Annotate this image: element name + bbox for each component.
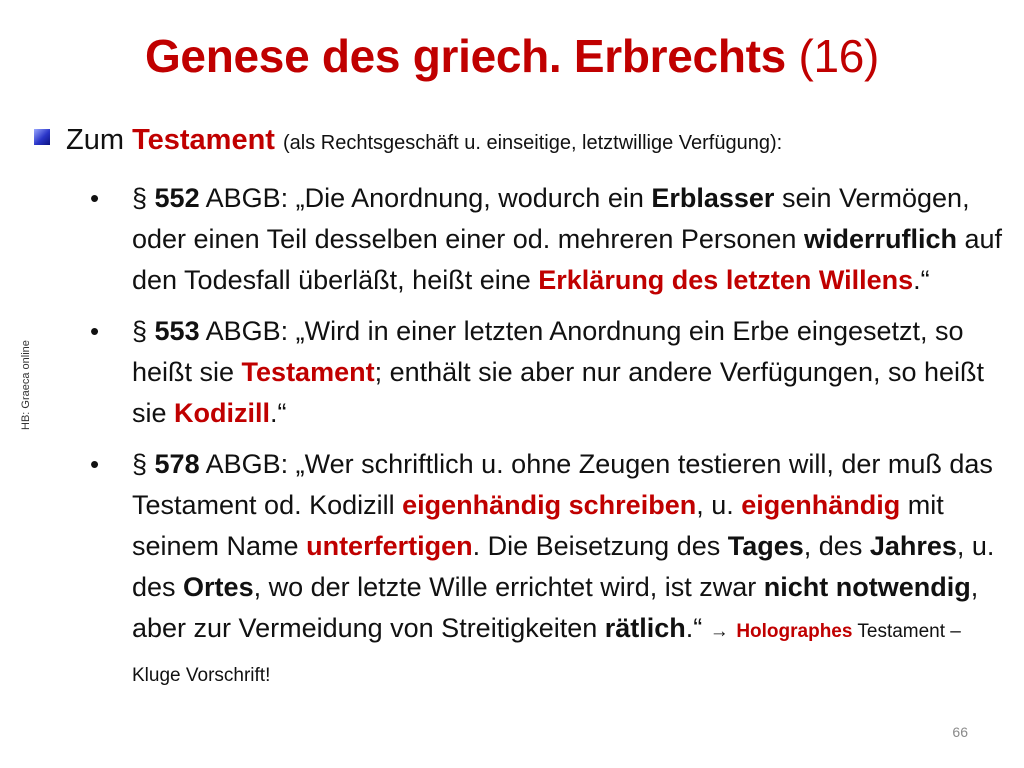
intro-text-1: Zum <box>66 124 133 156</box>
b3-text: , u. <box>696 490 742 520</box>
bullet-item-553 <box>90 311 1005 434</box>
b3-text: .“ <box>685 613 710 643</box>
b3-text: , u. des <box>132 531 995 602</box>
b3-red: unterfertigen <box>306 531 473 561</box>
b3-red: eigenhändig schreiben <box>402 490 697 520</box>
b3-red: Holographes <box>736 621 853 642</box>
title-number: (16) <box>798 30 880 82</box>
b1-paragraph-number: 552 <box>154 183 200 213</box>
b3-red: eigenhändig <box>741 490 901 520</box>
b2-paragraph-number: 553 <box>154 316 200 346</box>
b3-bold: Ortes <box>183 572 254 602</box>
b1-red: Erklärung des letzten Willens <box>538 265 914 295</box>
b2-text: ABGB: „Wird in einer letzten Anordnung ein Erbe eingesetzt, so heißt sie <box>132 316 964 387</box>
b3-paragraph-number: 578 <box>154 449 200 479</box>
b2-red: Kodizill <box>174 398 271 428</box>
bullet-dot-icon: • <box>90 183 100 213</box>
arrow-right-icon: → <box>709 621 729 642</box>
bullet-list <box>90 178 1005 706</box>
b3-bold: rätlich <box>604 613 686 643</box>
b3-bold: Jahres <box>869 531 957 561</box>
b2-red: Testament <box>241 357 375 387</box>
b3-text: . Die Beisetzung des <box>472 531 728 561</box>
bullet-dot-icon: • <box>90 316 100 346</box>
page-number: 66 <box>952 724 968 740</box>
b2-text: .“ <box>270 398 287 428</box>
b3-text: , wo der letzte Wille errichtet wird, ist zwar <box>253 572 764 602</box>
b1-text: auf den Todesfall überläßt, heißt eine <box>132 224 1003 295</box>
b3-text: , aber zur Vermeidung von Streitigkeiten <box>132 572 979 643</box>
title-main: Genese des griech. Erbrechts <box>144 30 786 82</box>
bullet-item-552 <box>90 178 1005 301</box>
b2-text: ; enthält sie aber nur andere Verfügungen, so heißt sie <box>132 357 985 428</box>
b1-text: § <box>132 183 155 213</box>
b3-text: mit seinem Name <box>132 490 944 561</box>
intro-line <box>34 122 1014 161</box>
blue-square-icon <box>34 129 50 145</box>
bullet-item-578 <box>90 444 1005 696</box>
b1-bold: widerruflich <box>803 224 957 254</box>
b3-tail-text: Testament – Kluge Vorschrift! <box>132 621 961 686</box>
intro-text-3: (als Rechtsgeschäft u. einseitige, letztwillige Verfügung): <box>283 132 783 154</box>
b3-bold: nicht notwendig <box>763 572 971 602</box>
slide-title <box>0 28 1024 84</box>
intro-keyword: Testament <box>132 124 275 156</box>
b1-text: ABGB: „Die Anordnung, wodurch ein <box>199 183 652 213</box>
b3-bold: Tages <box>727 531 804 561</box>
bullet-dot-icon: • <box>90 449 100 479</box>
b1-bold: Erblasser <box>651 183 775 213</box>
b3-text: ABGB: „Wer schriftlich u. ohne Zeugen testieren will, der muß das Testament od. Kodizill <box>132 449 993 520</box>
side-label: HB: Graeca online <box>20 340 32 430</box>
b3-text: , des <box>803 531 870 561</box>
b1-text: sein Vermögen, oder einen Teil desselben einer od. mehreren Personen <box>132 183 970 254</box>
b3-text: § <box>132 449 155 479</box>
b1-text: .“ <box>913 265 930 295</box>
b2-text: § <box>132 316 155 346</box>
